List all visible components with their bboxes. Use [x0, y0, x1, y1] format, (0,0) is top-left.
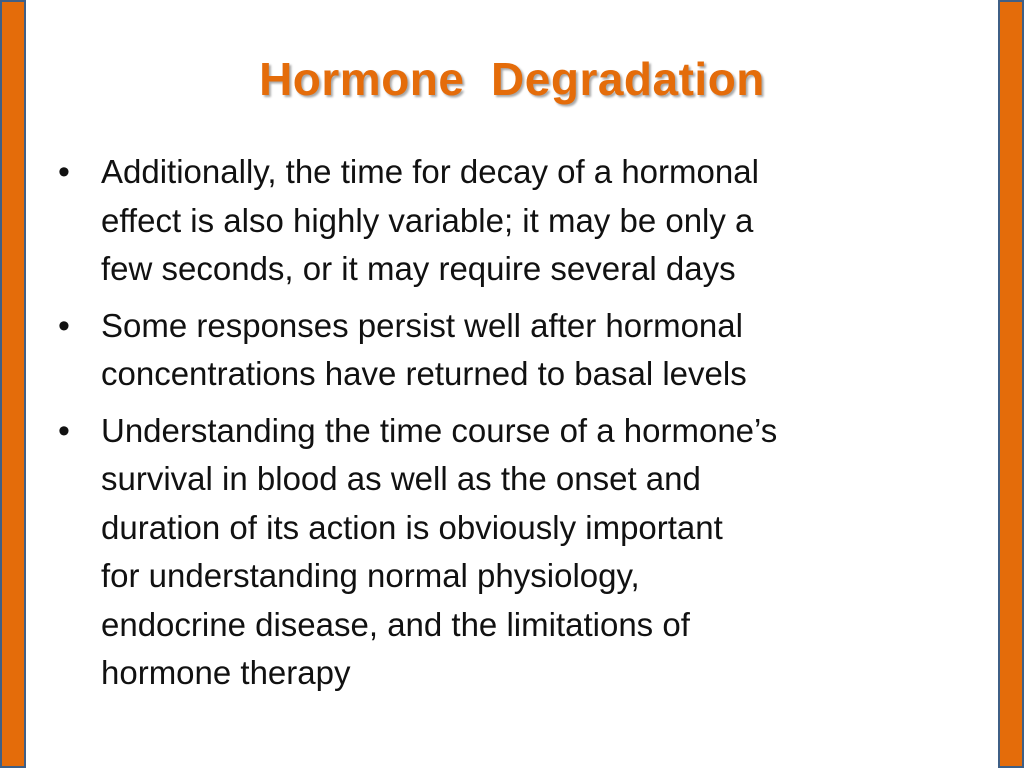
bullet-item	[58, 302, 978, 399]
bullet-item	[58, 148, 978, 294]
bullet-dot-icon: •	[58, 411, 70, 450]
bullet-text-line: hormone therapy	[101, 654, 351, 691]
bullet-dot-icon: •	[58, 153, 70, 191]
bullet-text-line: Understanding the time course of a hormone’s	[101, 411, 778, 449]
slide-title: Hormone Degradation	[259, 53, 765, 105]
bullet-list	[58, 148, 978, 706]
bullet-dot-icon: •	[58, 306, 70, 345]
bullet-text-line: Additionally, the time for decay of a hormonal	[101, 153, 759, 190]
right-accent-bar	[998, 0, 1024, 768]
bullet-text-line: concentrations have returned to basal levels	[101, 355, 747, 392]
bullet-item	[58, 407, 978, 698]
bullet-text-line: endocrine disease, and the limitations of	[101, 605, 690, 643]
bullet-text-line: effect is also highly variable; it may be only a	[101, 201, 754, 239]
bullet-text-line: Some responses persist well after hormonal	[101, 306, 743, 344]
left-accent-bar	[0, 0, 26, 768]
bullet-text-line: few seconds, or it may require several days	[101, 250, 736, 287]
bullet-text-line: survival in blood as well as the onset and	[101, 460, 701, 497]
bullet-text-line: for understanding normal physiology,	[101, 557, 640, 594]
bullet-text-line: duration of its action is obviously important	[101, 508, 723, 546]
